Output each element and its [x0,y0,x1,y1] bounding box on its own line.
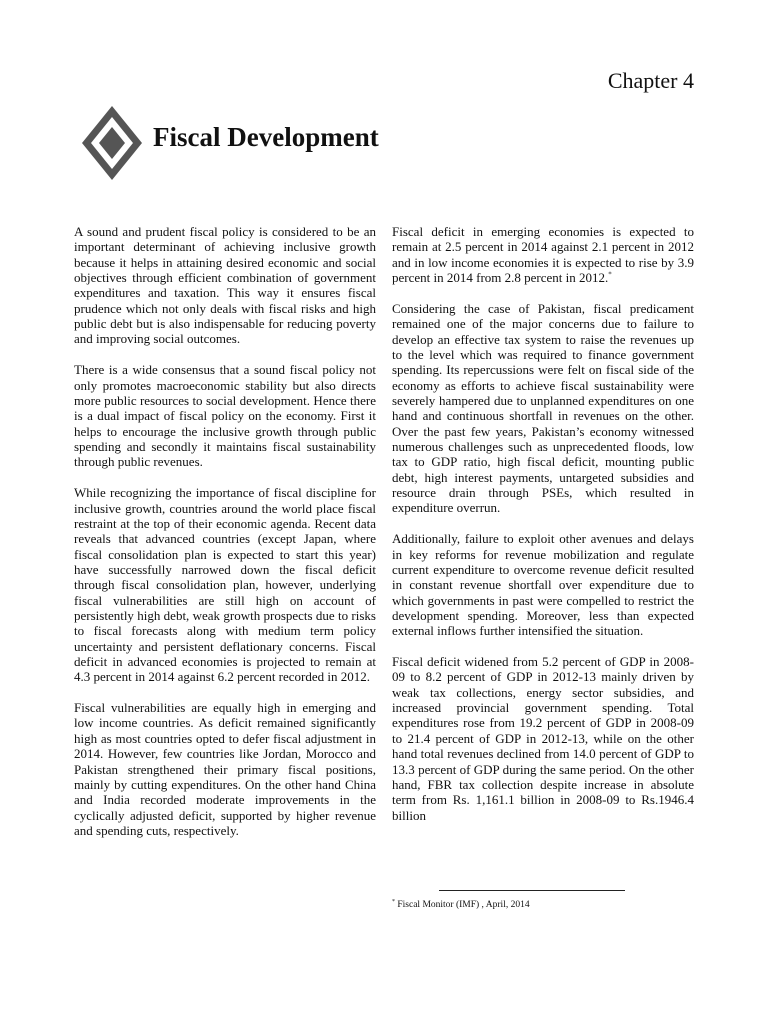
footnote-divider [439,890,625,891]
footnote [392,899,530,911]
body-paragraph: Additionally, failure to exploit other avenues and delays in key reforms for revenue mobilization and regulate current expenditure to overcome revenue deficit resulted in constant revenue shortfall over expenditure due to which governments in past were compelled to restrict the development spending. Moreover, less than expected external inflows further intensified the situation. [392,531,694,639]
page-title: Fiscal Development [153,122,379,152]
body-paragraph: Considering the case of Pakistan, fiscal predicament remained one of the major concerns due to failure to develop an effective tax system to raise the revenues up to the level which was required to finance government spending. Its repercussions were felt on fiscal side of the economy as efforts to achieve fiscal sustainability were severely hampered due to unplanned expenditures on one hand and continuous shortfall in revenues on the other. Over the past few years, Pakistan’s economy witnessed numerous challenges such as unprecedented floods, low tax to GDP ratio, high fiscal deficit, mounting public debt, high interest payments, untargeted subsidies and resource drain through PSEs, which resulted in expenditure overrun. [392,300,694,516]
left-column [74,224,376,854]
paragraph-text: Fiscal deficit in emerging economies is expected to remain at 2.5 percent in 2014 against 2.1 percent in 2012 and in low income economies it is expected to rise by 3.9 percent in 2014 from 2.8 percent in 2012. [392,224,694,286]
body-paragraph: There is a wide consensus that a sound fiscal policy not only promotes macroeconomic stability but also directs more public resources to social development. Hence there is a dual impact of fiscal policy on the economy. First it helps to encourage the inclusive growth through public spending and secondly it maintains fiscal sustainability through public revenues. [74,362,376,470]
body-paragraph: A sound and prudent fiscal policy is considered to be an important determinant of achieving inclusive growth because it helps in attaining desired economic and social objectives through efficient combination of government expenditures and taxation. This way it ensures fiscal prudence which not only deals with fiscal risks and high public debt but is also indispensable for reducing poverty and improving social outcomes. [74,224,376,347]
footnote-marker: * [392,898,395,905]
body-paragraph: While recognizing the importance of fiscal discipline for inclusive growth, countries around the world place fiscal restraint at the top of their economic agenda. Recent data reveals that advanced countries (except Japan, where fiscal consolidation plan is expected to start this year) have successfully narrowed down the fiscal deficit through fiscal consolidation plan, however, underlying fiscal vulnerabilities are still high on account of persistently high debt, weak growth prospects due to risks to fiscal forecasts along with medium term policy uncertainty and persistent deflationary concerns. Fiscal deficit in advanced economies is projected to remain at 4.3 percent in 2014 against 6.2 percent recorded in 2012. [74,485,376,685]
body-paragraph: Fiscal deficit widened from 5.2 percent of GDP in 2008-09 to 8.2 percent of GDP in 2012-13 mainly driven by weak tax collections, energy sector subsidies, and increased provincial government spending. Total expenditures rose from 19.2 percent of GDP in 2008-09 to 21.4 percent of GDP in 2012-13, while on the other hand total revenues declined from 14.0 percent of GDP to 13.3 percent of GDP during the same period. On the other hand, FBR tax collection despite increase in absolute term from Rs. 1,161.1 billion in 2008-09 to Rs.1946.4 billion [392,654,694,823]
footnote-text: Fiscal Monitor (IMF) , April, 2014 [395,900,530,910]
body-paragraph: Fiscal vulnerabilities are equally high in emerging and low income countries. As deficit remained significantly high as most countries opted to defer fiscal adjustment in 2014. However, few countries like Jordan, Morocco and Pakistan strengthened their primary fiscal positions, mainly by cutting expenditures. On the other hand China and India recorded moderate improvements in the cyclically adjusted deficit, supported by higher revenue and spending cuts, respectively. [74,700,376,838]
diamond-logo-icon [80,104,144,182]
footnote-reference: * [608,270,612,279]
chapter-label: Chapter 4 [607,68,694,93]
right-column [392,224,694,823]
body-paragraph [392,224,694,285]
